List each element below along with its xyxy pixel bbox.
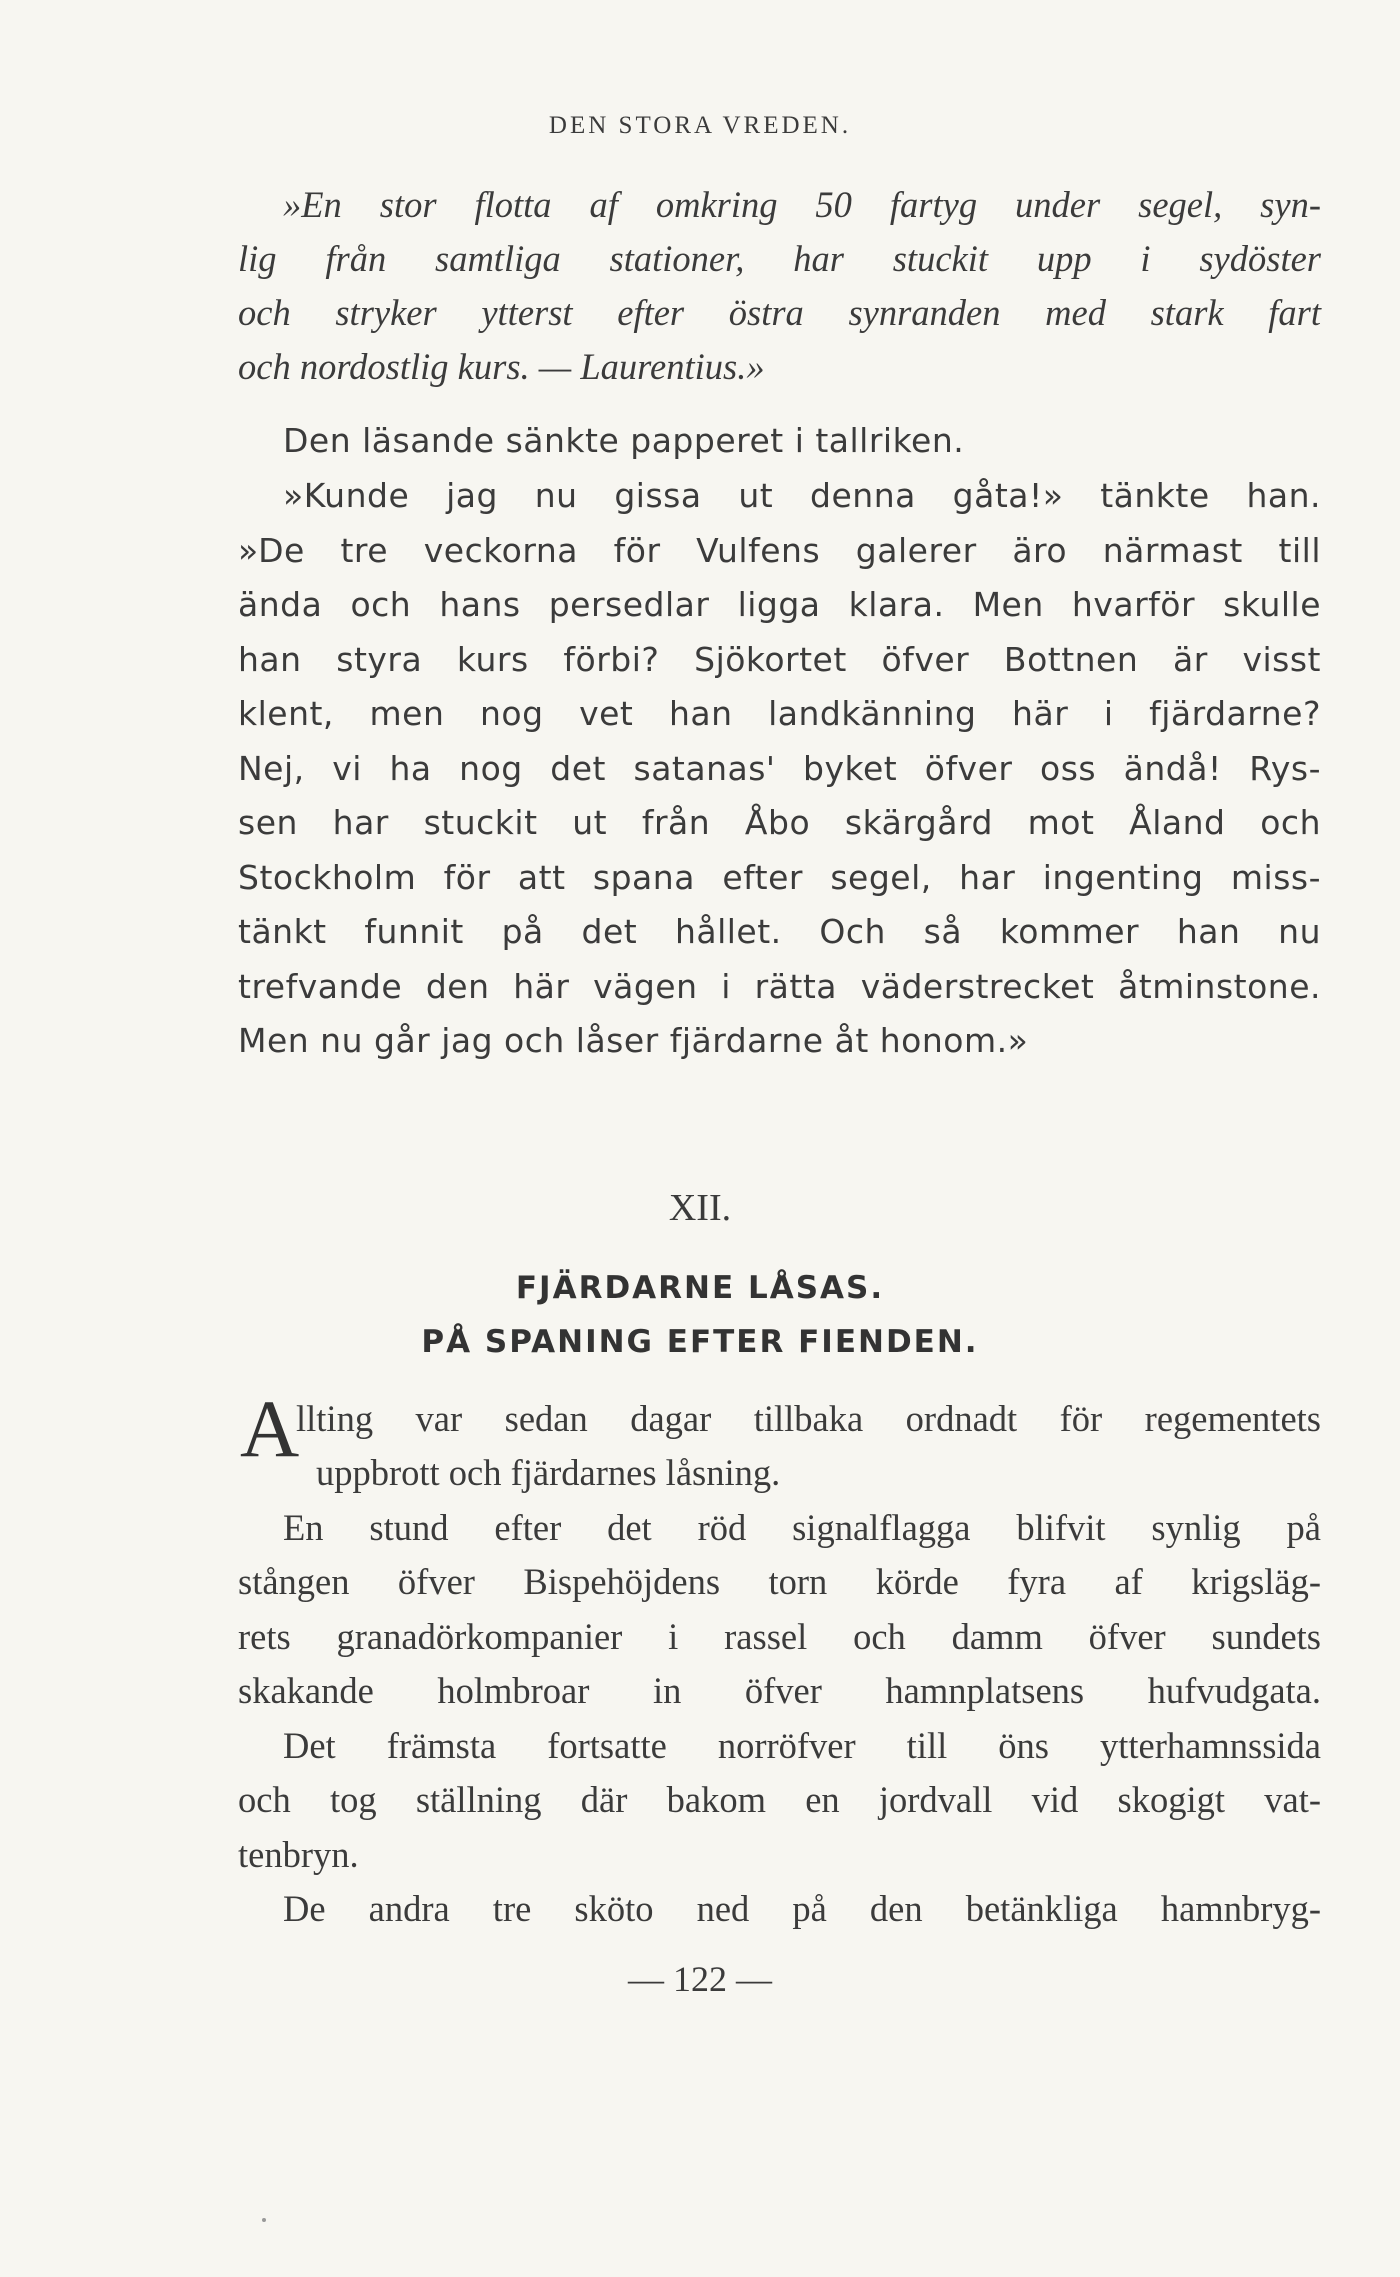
body-line: En stund efter det röd signalflagga blifvit synlig på [283,1507,1321,1548]
telegram-line-1: »En stor flotta af omkring 50 fartyg under segel, syn- [283,184,1321,225]
body-line: »De tre veckorna för Vulfens galerer äro närmast till [238,531,1321,570]
body-line: stången öfver Bispehöjdens torn körde fyra af krigsläg- [238,1561,1321,1602]
body-line: Stockholm för att spana efter segel, har ingenting miss- [238,858,1321,897]
body-line: rets granadörkompanier i rassel och damm öfver sundets [238,1616,1321,1657]
body-line: uppbrott och fjärdarnes låsning. [316,1452,781,1493]
chapter-number: XII. [668,1187,732,1229]
drop-cap-initial: A [240,1383,300,1474]
running-head: DEN STORA VREDEN. [548,112,852,139]
telegram-line-3: och stryker ytterst efter östra synranden med stark fart [238,292,1321,333]
body-line: De andra tre sköto ned på den betänkliga hamnbryg- [283,1888,1321,1929]
body-line: Nej, vi ha nog det satanas' byket öfver oss ändå! Rys- [238,749,1321,788]
body-line: och tog ställning där bakom en jordvall vid skogigt vat- [238,1779,1321,1820]
body-line: han styra kurs förbi? Sjökortet öfver Bottnen är visst [238,640,1321,679]
body-line: trefvande den här vägen i rätta väderstrecket åtminstone. [238,967,1321,1006]
body-line: ända och hans persedlar ligga klara. Men hvarför skulle [238,585,1321,624]
chapter-title: FJÄRDARNE LÅSAS. [515,1270,885,1306]
body-line: tänkt funnit på det hållet. Och så kommer han nu [238,912,1321,951]
telegram-line-4: och nordostlig kurs. — Laurentius.» [238,346,765,387]
body-line: Det främsta fortsatte norröfver till öns ytterhamnssida [283,1725,1321,1766]
page-number: — 122 — [628,1959,772,1999]
telegram-line-2: lig från samtliga stationer, har stuckit upp i sydöster [238,238,1321,279]
paper-speck [262,2218,266,2222]
body-line: llting var sedan dagar tillbaka ordnadt för regementets [296,1398,1321,1439]
body-line: tenbryn. [238,1834,359,1875]
body-line: sen har stuckit ut från Åbo skärgård mot Åland och [238,803,1321,842]
chapter-subtitle: PÅ SPANING EFTER FIENDEN. [421,1324,979,1360]
body-line: Den läsande sänkte papperet i tallriken. [283,421,965,460]
body-line: skakande holmbroar in öfver hamnplatsens hufvudgata. [238,1670,1321,1711]
body-line: Men nu går jag och låser fjärdarne åt honom.» [238,1021,1029,1060]
body-line: »Kunde jag nu gissa ut denna gåta!» tänkte han. [283,476,1321,515]
body-line: klent, men nog vet han landkänning här i fjärdarne? [238,694,1321,733]
